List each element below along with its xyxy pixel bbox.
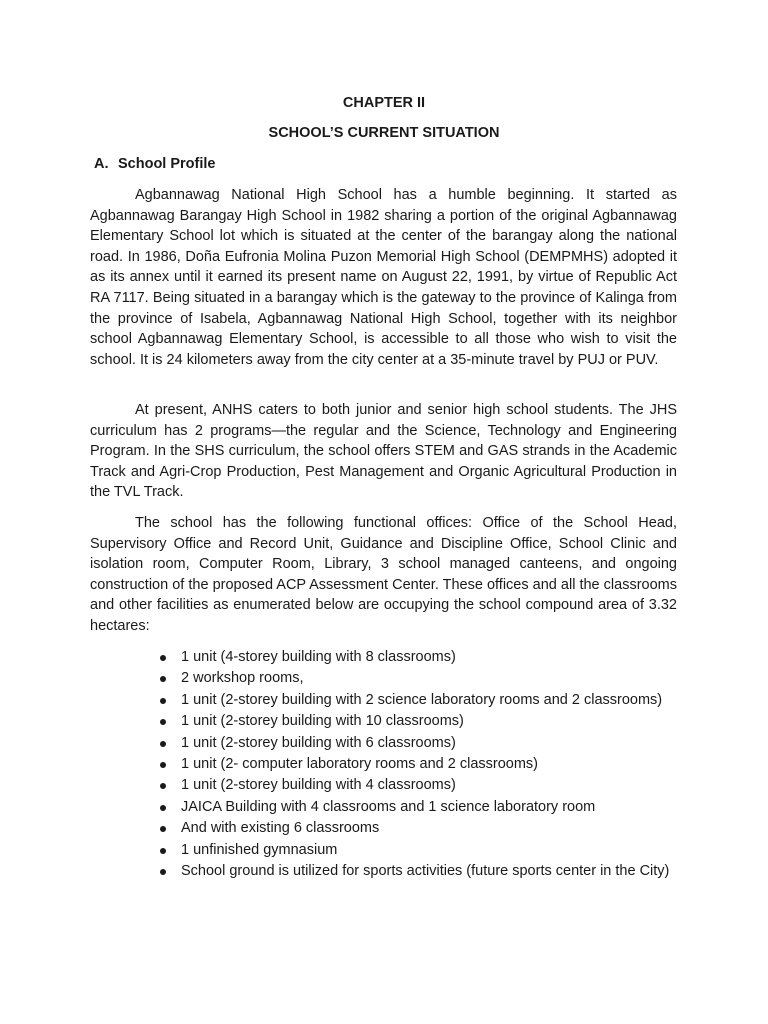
chapter-heading: CHAPTER II [342, 95, 426, 111]
section-letter: A. [94, 156, 109, 172]
bullet-icon [160, 783, 166, 789]
list-item-text: JAICA Building with 4 classrooms and 1 science laboratory room [181, 798, 596, 815]
list-item [158, 754, 677, 775]
list-item [158, 668, 677, 689]
list-item-text: 1 unit (2-storey building with 10 classrooms) [181, 713, 464, 730]
list-item [158, 840, 677, 861]
list-item-text: 2 workshop rooms, [181, 670, 304, 687]
bullet-icon [160, 655, 166, 661]
list-item-text: 1 unit (2-storey building with 6 classrooms) [181, 734, 456, 751]
paragraph-curriculum: At present, ANHS caters to both junior and senior high school students. The JHS curriculum has 2 programs—the regular and the Science, Technology and Engineering Program. In the SHS curriculum, the school offers STEM and GAS strands in the Academic Track and Agri-Crop Production, Pest Management and Organic Agricultural Production in the TVL Track. [90, 402, 677, 501]
bullet-icon [160, 741, 166, 747]
list-item-text: And with existing 6 classrooms [181, 820, 380, 837]
list-item-text: 1 unfinished gymnasium [181, 841, 338, 858]
list-item-text: 1 unit (2-storey building with 4 classrooms) [181, 777, 456, 794]
list-item [158, 733, 677, 754]
chapter-title: SCHOOL’S CURRENT SITUATION [268, 125, 500, 141]
section-title: School Profile [118, 156, 216, 172]
list-item [158, 797, 677, 818]
bullet-icon [160, 719, 166, 725]
facilities-list [158, 647, 677, 882]
bullet-icon [160, 826, 166, 832]
section-heading [94, 154, 216, 174]
list-item [158, 647, 677, 668]
list-item [158, 711, 677, 732]
list-item [158, 861, 677, 882]
bullet-icon [160, 676, 166, 682]
list-item-text: 1 unit (4-storey building with 8 classrooms) [181, 649, 456, 665]
paragraph-offices: The school has the following functional offices: Office of the School Head, Supervisory Office and Record Unit, Guidance and Discipline Office, School Clinic and isolation room, Computer Room, Library, 3 school managed canteens, and ongoing construction of the proposed ACP Assessment Center. These offices and all the classrooms and other facilities as enumerated below are occupying the school compound area of 3.32 hectares: [90, 515, 677, 634]
bullet-icon [160, 698, 166, 704]
list-item-text: 1 unit (2- computer laboratory rooms and 2 classrooms) [181, 756, 539, 773]
list-item [158, 818, 677, 839]
paragraph-history: Agbannawag National High School has a humble beginning. It started as Agbannawag Barangay High School in 1982 sharing a portion of the original Agbannawag Elementary School lot which is situated at the center of the barangay along the national road. In 1986, Doña Eufronia Molina Puzon Memorial High School (DEMPMHS) adopted it as its annex until it earned its present name on August 22, 1991, by virtue of Republic Act RA 7117. Being situated in a barangay which is the gateway to the province of Kalinga from the province of Isabela, Agbannawag National High School, together with its neighbor school Agbannawag Elementary School, is accessible to all those who wish to visit the school. It is 24 kilometers away from the city center at a 35-minute travel by PUJ or PUV. [90, 187, 677, 368]
list-item [158, 690, 677, 711]
bullet-icon [160, 848, 166, 854]
list-item [158, 775, 677, 796]
bullet-icon [160, 805, 166, 811]
bullet-icon [160, 762, 166, 768]
bullet-icon [160, 869, 166, 875]
list-item-text: School ground is utilized for sports activities (future sports center in the City) [181, 863, 670, 880]
list-item-text: 1 unit (2-storey building with 2 science laboratory rooms and 2 classrooms) [181, 691, 663, 708]
